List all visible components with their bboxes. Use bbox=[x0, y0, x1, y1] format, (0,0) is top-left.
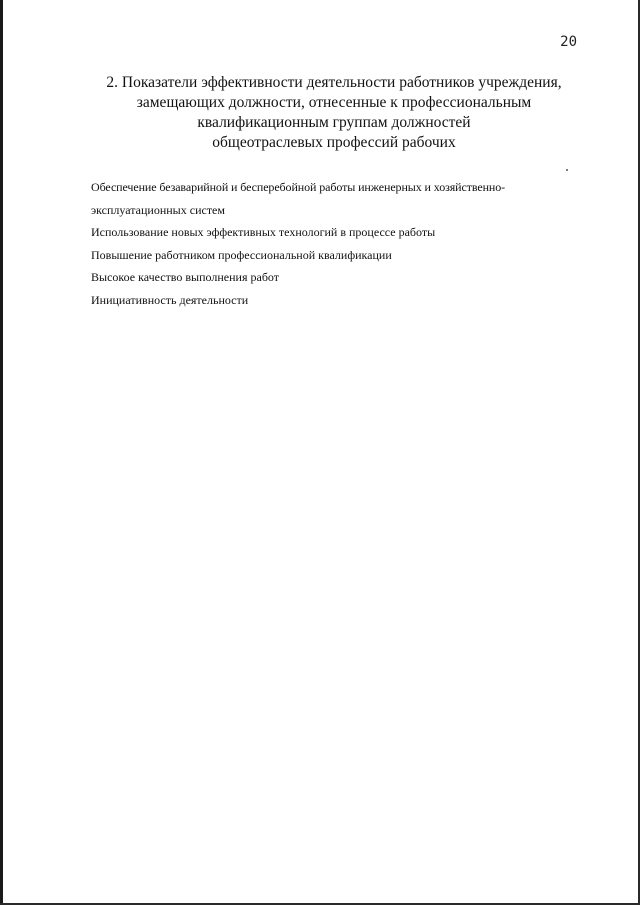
section-heading bbox=[90, 73, 578, 153]
heading-line: 2. Показатели эффективности деятельности работников учреждения, bbox=[106, 74, 562, 91]
indicator-list bbox=[91, 176, 561, 311]
indicator-item: Высокое качество выполнения работ bbox=[91, 270, 280, 284]
heading-line: квалификационным группам должностей bbox=[197, 114, 471, 131]
heading-line: замещающих должности, отнесенные к профессиональным bbox=[136, 94, 532, 111]
indicator-item: эксплуатационных систем bbox=[91, 202, 225, 217]
page-number: 20 bbox=[560, 34, 577, 50]
scan-speck bbox=[566, 169, 568, 171]
scan-border-left bbox=[0, 0, 3, 905]
heading-line: общеотраслевых профессий рабочих bbox=[212, 134, 456, 151]
indicator-item: Повышение работником профессиональной квалификации bbox=[91, 247, 392, 262]
indicator-item: Использование новых эффективных технологий в процессе работы bbox=[91, 225, 436, 239]
indicator-item: Инициативность деятельности bbox=[91, 292, 249, 307]
indicator-item: Обеспечение безаварийной и бесперебойной работы инженерных и хозяйственно- bbox=[91, 180, 506, 194]
